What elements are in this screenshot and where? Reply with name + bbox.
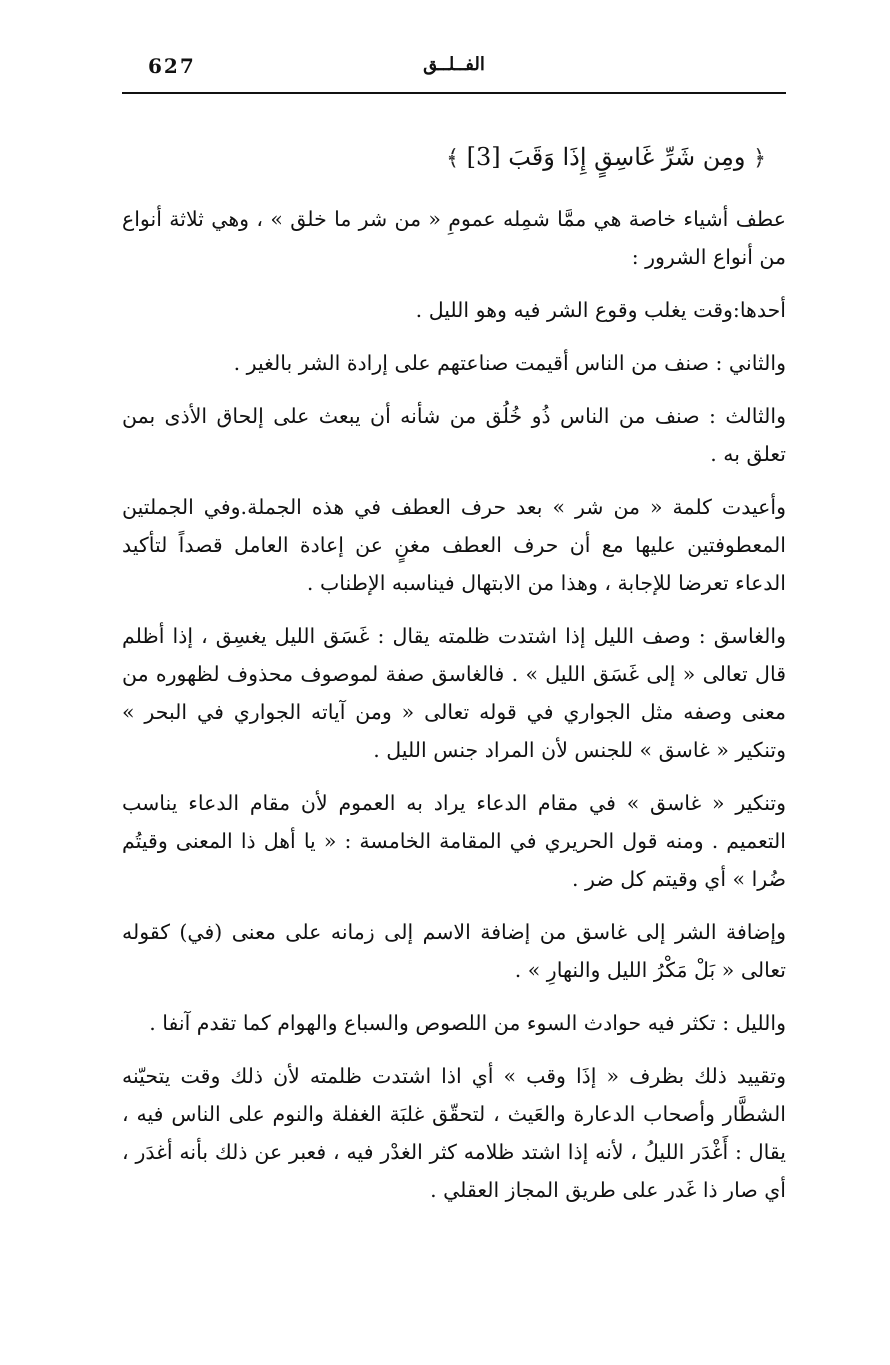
paragraph: وتنكير « غاسق » في مقام الدعاء يراد به العموم لأن مقام الدعاء يناسب التعميم . ومنه قول الحريري في المقامة الخامسة : « يا أهل ذا المعنى وقيتُم ضُرا » أي وقيتم كل ضر .	[122, 791, 786, 891]
paragraph: وأعيدت كلمة « من شر » بعد حرف العطف في هذه الجملة.وفي الجملتين المعطوفتين عليها مع أن حرف العطف مغنٍ عن إعادة العامل قصداً لتأكيد الدعاء تعرضا للإجابة ، وهذا من الابتهال فيناسبه الإطناب .	[122, 495, 786, 595]
paragraph: عطف أشياء خاصة هي ممَّا شمِله عمومِ « من شر ما خلق » ، وهي ثلاثة أنواع من أنواع الشرور :	[122, 207, 786, 269]
paragraph: وتقييد ذلك بظرف « إذَا وقب » أي اذا اشتدت ظلمته لأن ذلك وقت يتحيّنه الشطَّار وأصحاب الدعارة والعَيث ، لتحقّق غلبَة الغفلة والنوم على الناس فيه ، يقال : أَغْدَر الليلُ ، لأنه إذا اشتد ظلامه كثر الغدْر فيه ، فعبر عن ذلك بأنه أغدَر ، أي صار ذا غَدر على طريق المجاز العقلي .	[122, 1064, 786, 1202]
paragraph: والثالث : صنف من الناس ذُو خُلُق من شأنه أن يبعث على إلحاق الأذى بمن تعلق به .	[122, 404, 786, 466]
verse-ornament-close: ﴾	[446, 146, 459, 171]
surah-title: الفــلــق	[423, 54, 485, 75]
paragraph: والغاسق : وصف الليل إذا اشتدت ظلمته يقال : غَسَق الليل يغسِق ، إذا أظلم قال تعالى « إلى غَسَق الليل » . فالغاسق صفة لموصوف محذوف لظهوره من معنى وصفه مثل الجواري في قوله تعالى « ومن آياته الجواري في البحر » وتنكير « غاسق » للجنس لأن المراد جنس الليل .	[122, 624, 786, 762]
verse-text: ومِن شَرِّ غَاسِقٍ إِذَا وَقَبَ [3]	[466, 143, 746, 171]
quran-verse	[122, 138, 786, 178]
book-page	[122, 52, 786, 1224]
verse-ornament-open: ﴿	[753, 146, 766, 171]
page-header	[122, 52, 786, 94]
paragraph: وإضافة الشر إلى غاسق من إضافة الاسم إلى زمانه على معنى (في) كقوله تعالى « بَلْ مَكْرُ الليل والنهارِ » .	[122, 920, 786, 982]
paragraph: والليل : تكثر فيه حوادث السوء من اللصوص والسباع والهوام كما تقدم آنفا .	[149, 1011, 786, 1035]
commentary-body	[122, 200, 786, 1209]
paragraph: أحدها:وقت يغلب وقوع الشر فيه وهو الليل .	[415, 298, 786, 322]
page-number: 627	[148, 54, 196, 78]
paragraph: والثاني : صنف من الناس أقيمت صناعتهم على إرادة الشر بالغير .	[233, 351, 786, 375]
